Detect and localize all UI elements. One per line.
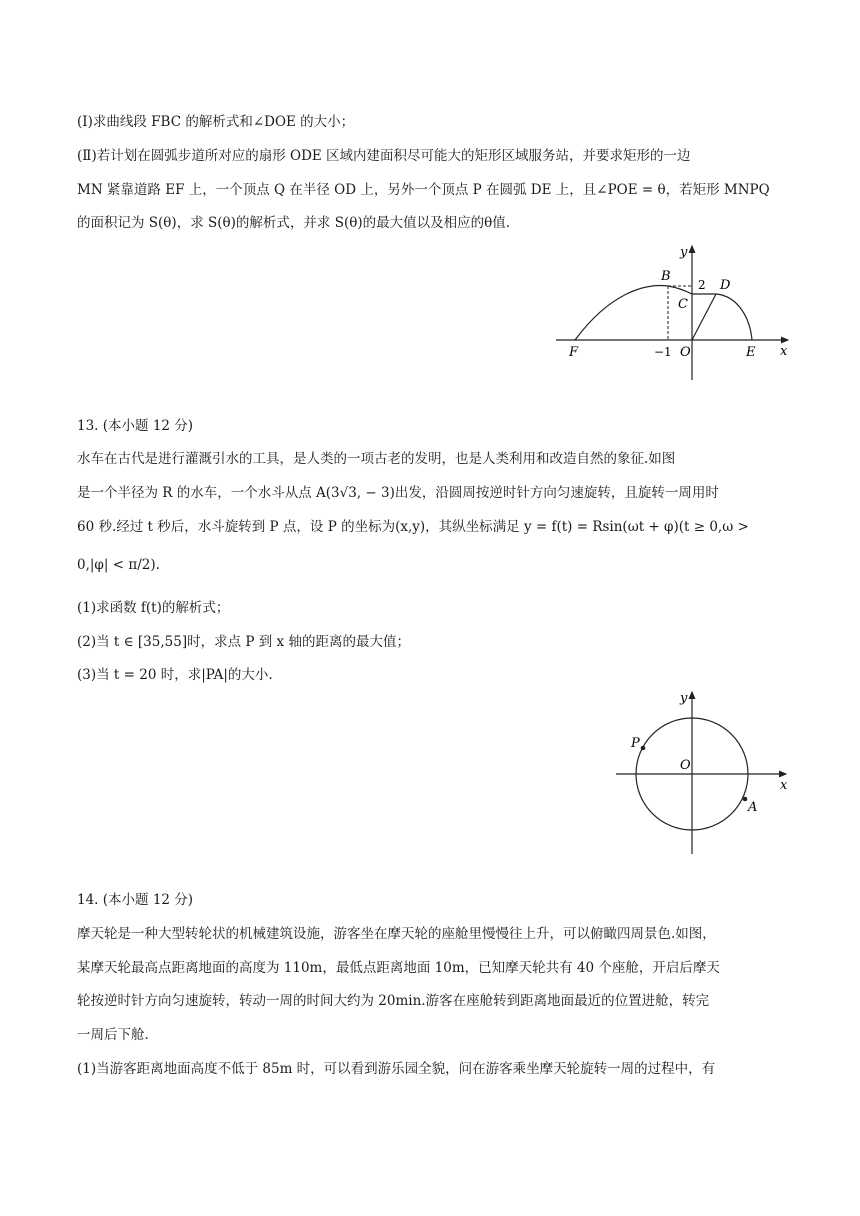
point-p — [641, 746, 646, 751]
q13-heading: 13. (本小题 12 分) — [77, 418, 194, 434]
label-2: 2 — [698, 278, 706, 292]
q14-heading: 14. (本小题 12 分) — [77, 892, 194, 908]
label-d: D — [720, 278, 731, 293]
arc-de — [716, 294, 752, 340]
label-x: x — [780, 778, 788, 793]
q14-line2: 某摩天轮最高点距离地面的高度为 110m，最低点距离地面 10m，已知摩天轮共有 40 个座舱，开启后摩天 — [77, 960, 720, 976]
curve-fbc — [575, 286, 692, 340]
label-c: C — [678, 297, 688, 312]
point-a — [743, 797, 748, 802]
label-y: y — [680, 691, 688, 706]
label-f: F — [569, 345, 579, 360]
label-neg1: −1 — [654, 345, 672, 359]
q13-line3: 60 秒.经过 t 秒后，水斗旋转到 P 点，设 P 的坐标为(x,y)，其纵坐标满足 y = f(t) = Rsin(ωt + φ)(t ≥ 0,ω > — [77, 519, 749, 535]
q13-line2: 是一个半径为 R 的水车，一个水斗从点 A(3√3, − 3)出发，沿圆周按逆时针方向匀速旋转，且旋转一周用时 — [77, 485, 719, 501]
q14-line3: 轮按逆时针方向匀速旋转，转动一周的时间大约为 20min.游客在座舱转到距离地面最近的位置进舱，转完 — [77, 993, 710, 1009]
label-o: O — [680, 758, 691, 773]
q13-question3: (3)当 t = 20 时，求|PA|的大小. — [77, 667, 273, 683]
label-o: O — [680, 345, 691, 360]
q12-part2-line1: (Ⅱ)若计划在圆弧步道所对应的扇形 ODE 区域内建面积尽可能大的矩形区域服务站，并要求矩形的一边 — [77, 148, 691, 164]
q13-question1: (1)求函数 f(t)的解析式； — [77, 600, 230, 616]
label-x: x — [780, 344, 788, 359]
q12-part1: (Ⅰ)求曲线段 FBC 的解析式和∠DOE 的大小； — [77, 114, 355, 130]
label-p: P — [631, 736, 640, 751]
label-e: E — [746, 345, 756, 360]
label-b: B — [661, 269, 671, 284]
q14-question1: (1)当游客距离地面高度不低于 85m 时，可以看到游乐园全貌，问在游客乘坐摩天轮旋转一周的过程中，有 — [77, 1061, 716, 1077]
q12-part2-line3: 的面积记为 S(θ)，求 S(θ)的解析式，并求 S(θ)的最大值以及相应的θ值. — [77, 215, 511, 231]
q12-part2-line2: MN 紧靠道路 EF 上，一个顶点 Q 在半径 OD 上，另外一个顶点 P 在圆弧 DE 上，且∠POE = θ，若矩形 MNPQ — [77, 182, 770, 198]
segment-od — [692, 294, 716, 340]
q14-line1: 摩天轮是一种大型转轮状的机械建筑设施，游客坐在摩天轮的座舱里慢慢往上升，可以俯瞰四周景色.如图， — [77, 926, 716, 942]
label-a: A — [748, 800, 758, 815]
q12-figure — [540, 238, 800, 388]
label-y: y — [680, 245, 688, 260]
q13-line1: 水车在古代是进行灌溉引水的工具，是人类的一项古老的发明，也是人类利用和改造自然的象征.如图 — [77, 451, 676, 467]
q13-figure — [610, 686, 795, 858]
q14-line4: 一周后下舱. — [77, 1027, 149, 1043]
q13-question2: (2)当 t ∈ [35,55]时，求点 P 到 x 轴的距离的最大值； — [77, 634, 410, 650]
q13-line4: 0,|φ| < π/2). — [77, 557, 160, 573]
